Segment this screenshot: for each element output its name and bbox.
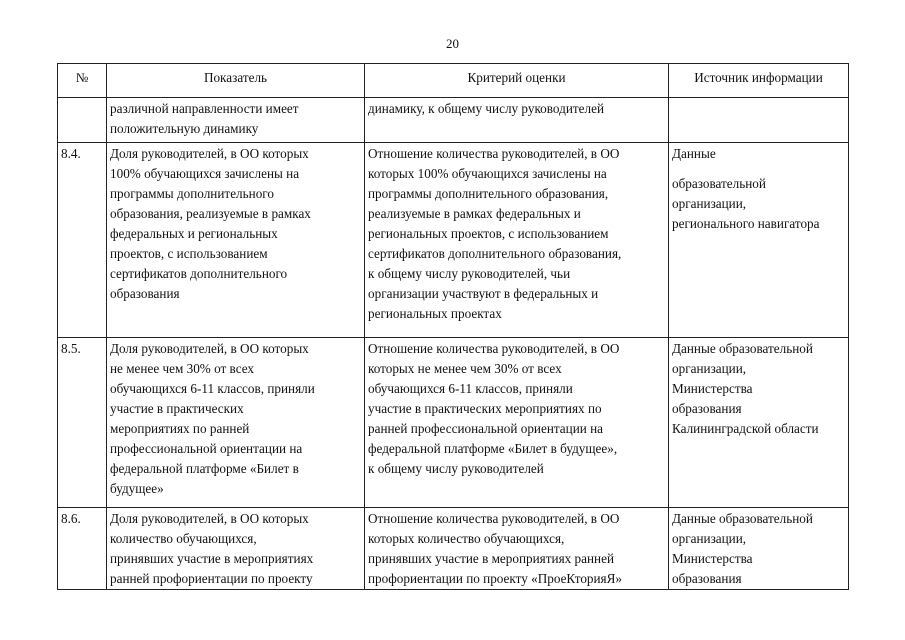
table-row [58,508,849,590]
cell-number [58,508,107,590]
cell-source [669,508,849,590]
cell-indicator [107,98,365,143]
row-number: 8.4. [61,146,81,161]
row-number: 8.6. [61,511,81,526]
cell-indicator [107,338,365,508]
indicator-text: Доля руководителей, в ОО которых количество обучающихся, принявших участие в мероприятиях ранней профориентации по проекту [110,511,314,586]
source-text-first: Данные [672,146,716,161]
criterion-text: Отношение количества руководителей, в ОО которых не менее чем 30% от всех обучающихся 6-11 классов, приняли участие в практических мероприятиях по ранней профессиональной ориентации на федеральной платформе «Билет в будущее», к общему числу руководителей [368,341,620,476]
table-row [58,143,849,338]
header-source: Источник информации [669,64,849,98]
indicators-table [57,63,849,590]
cell-indicator [107,143,365,338]
cell-number [58,143,107,338]
header-number: № [58,64,107,98]
cell-source [669,143,849,338]
cell-source [669,338,849,508]
table-header-row [58,64,849,98]
source-text: Данные образовательной организации, Министерства образования Калининградской области [672,341,819,436]
criterion-text: Отношение количества руководителей, в ОО которых количество обучающихся, принявших участие в мероприятиях ранней профориентации по проекту «ПроеКторияЯ» [368,511,623,586]
cell-number [58,338,107,508]
source-text: Данные образовательной организации, Министерства образования [672,511,813,586]
cell-criterion [365,508,669,590]
criterion-text: динамику, к общему числу руководителей [368,101,605,116]
header-criterion: Критерий оценки [365,64,669,98]
cell-criterion [365,143,669,338]
cell-indicator [107,508,365,590]
cell-criterion [365,338,669,508]
source-gap [672,164,845,174]
source-text: образовательной организации, регионального навигатора [672,176,820,231]
cell-number [58,98,107,143]
cell-criterion [365,98,669,143]
criterion-text: Отношение количества руководителей, в ОО которых 100% обучающихся зачислены на программы дополнительного образования, реализуемые в рамках федеральных и региональных проектов, с использованием сертификатов дополнительного образования, к общему числу руководителей, чьи организации участвуют в федеральных и региональных проектах [368,146,622,321]
cell-source [669,98,849,143]
indicator-text: различной направленности имеет положительную динамику [110,101,299,136]
row-number: 8.5. [61,341,81,356]
indicator-text: Доля руководителей, в ОО которых 100% обучающихся зачислены на программы дополнительного образования, реализуемые в рамках федеральных и региональных проектов, с использованием сертификатов дополнительного образования [110,146,311,301]
indicator-text: Доля руководителей, в ОО которых не менее чем 30% от всех обучающихся 6-11 классов, приняли участие в практических мероприятиях по ранней профессиональной ориентации на федеральной платформе «Билет в будущее» [110,341,315,496]
table-row [58,338,849,508]
page-number: 20 [446,36,459,51]
table-row [58,98,849,143]
header-indicator: Показатель [107,64,365,98]
